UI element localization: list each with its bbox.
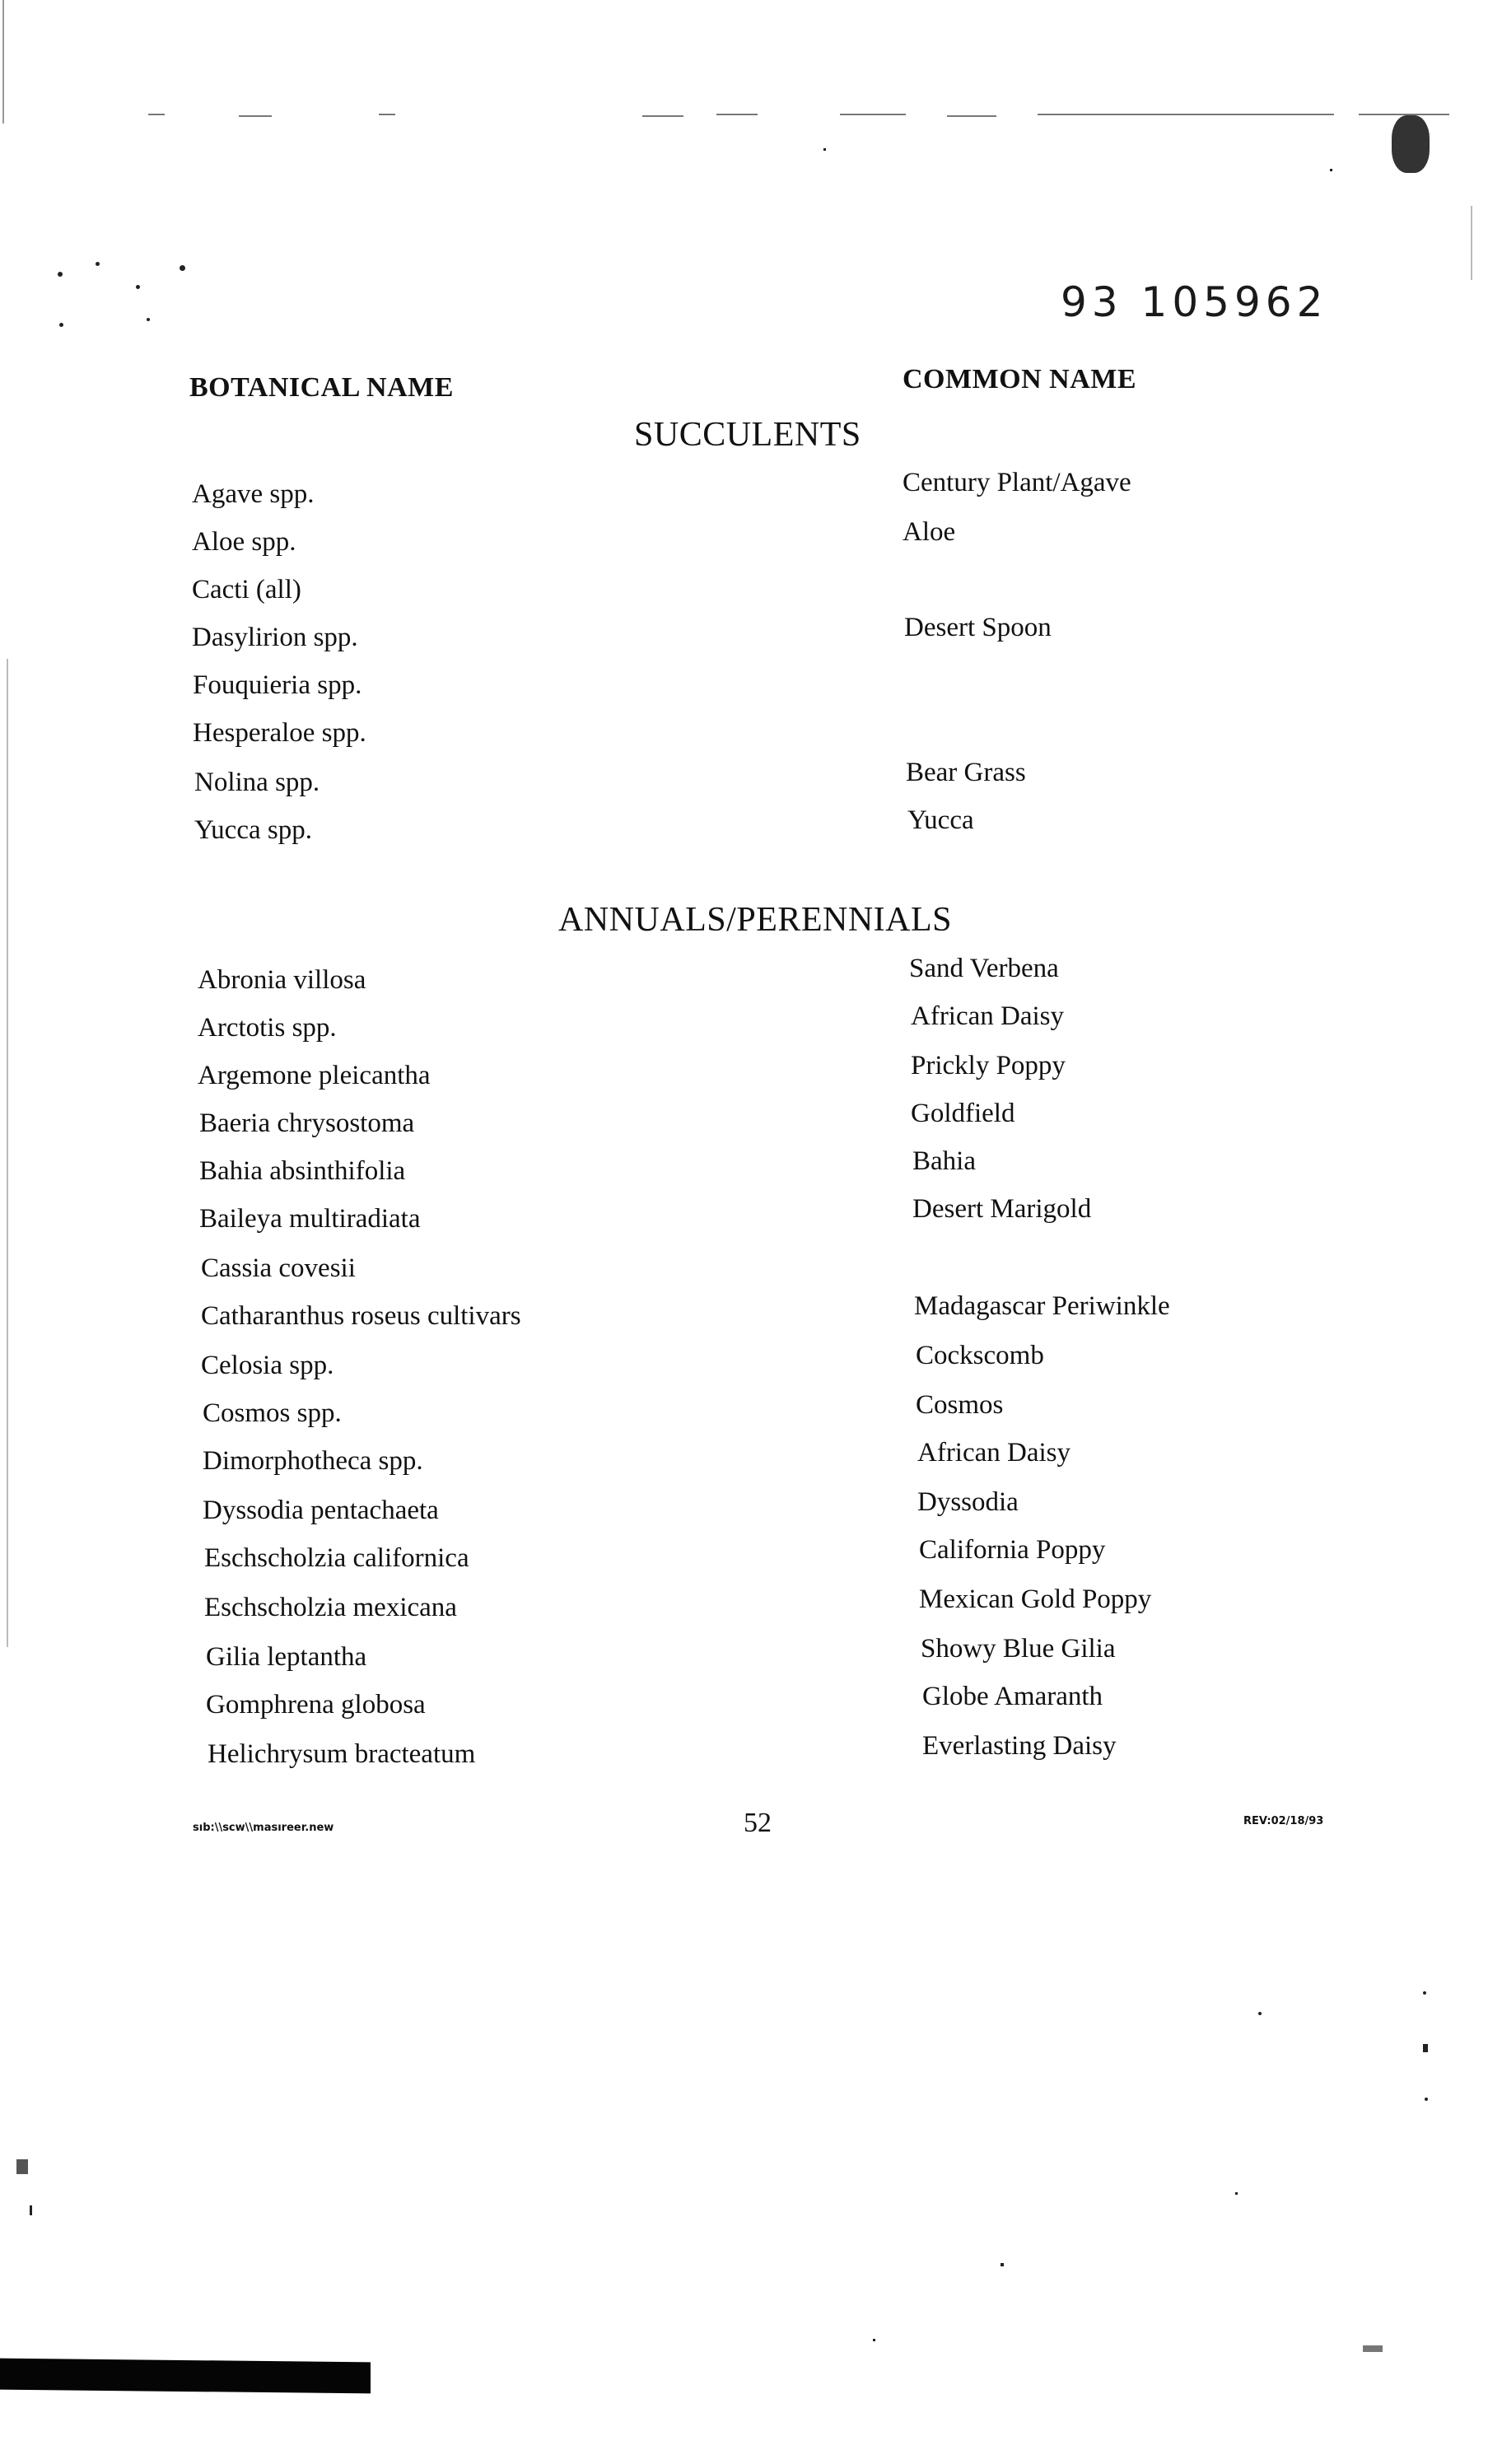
botanical-name: Celosia spp. xyxy=(201,1351,334,1380)
common-name: California Poppy xyxy=(919,1535,1106,1565)
common-name: Cosmos xyxy=(916,1390,1004,1420)
document-number: 93 105962 xyxy=(1061,278,1328,326)
botanical-name: Baileya multiradiata xyxy=(199,1204,421,1234)
common-name: Madagascar Periwinkle xyxy=(914,1291,1170,1321)
common-name: Desert Marigold xyxy=(912,1194,1092,1224)
botanical-name: Gomphrena globosa xyxy=(206,1690,426,1720)
botanical-name: Cacti (all) xyxy=(192,575,301,604)
botanical-name: Argemone pleicantha xyxy=(198,1061,431,1090)
common-name: Showy Blue Gilia xyxy=(921,1634,1116,1664)
common-name: Desert Spoon xyxy=(904,613,1052,642)
common-name: Mexican Gold Poppy xyxy=(919,1584,1152,1614)
botanical-name: Arctotis spp. xyxy=(198,1013,337,1043)
botanical-name: Aloe spp. xyxy=(192,527,296,557)
common-name: Yucca xyxy=(907,805,974,835)
botanical-name: Helichrysum bracteatum xyxy=(208,1739,476,1769)
common-name: African Daisy xyxy=(917,1438,1071,1468)
common-name: Prickly Poppy xyxy=(911,1051,1066,1080)
common-name: Sand Verbena xyxy=(909,954,1059,983)
botanical-name: Bahia absinthifolia xyxy=(199,1156,406,1186)
common-name: Aloe xyxy=(903,517,956,547)
botanical-name: Cassia covesii xyxy=(201,1253,356,1283)
botanical-name: Catharanthus roseus cultivars xyxy=(201,1301,521,1331)
scan-black-bar xyxy=(0,2359,371,2394)
botanical-name: Baeria chrysostoma xyxy=(199,1108,415,1138)
common-name: Dyssodia xyxy=(917,1487,1019,1517)
common-name: Bahia xyxy=(912,1146,976,1176)
botanical-name: Dasylirion spp. xyxy=(192,623,358,652)
common-name: Cockscomb xyxy=(916,1341,1044,1370)
botanical-name: Hesperaloe spp. xyxy=(193,718,366,748)
botanical-name: Fouquieria spp. xyxy=(193,670,362,700)
page-number: 52 xyxy=(744,1808,772,1838)
common-name: African Daisy xyxy=(911,1001,1065,1031)
botanical-name: Dyssodia pentachaeta xyxy=(203,1496,439,1525)
revision-date: REV:02/18/93 xyxy=(1243,1815,1324,1827)
common-name-header: COMMON NAME xyxy=(903,364,1137,394)
common-name: Globe Amaranth xyxy=(922,1682,1103,1711)
footer-file-path: sıb:\\scw\\masıreer.new xyxy=(193,1822,334,1834)
common-name: Century Plant/Agave xyxy=(903,468,1131,497)
botanical-name: Cosmos spp. xyxy=(203,1398,342,1428)
section-title-annuals-perennials: ANNUALS/PERENNIALS xyxy=(558,901,953,939)
botanical-name: Eschscholzia californica xyxy=(204,1543,469,1573)
botanical-name: Yucca spp. xyxy=(194,815,312,845)
botanical-name: Abronia villosa xyxy=(198,965,366,995)
botanical-name: Agave spp. xyxy=(192,479,315,509)
botanical-name-header: BOTANICAL NAME xyxy=(189,372,454,403)
botanical-name: Gilia leptantha xyxy=(206,1642,367,1672)
section-title-succulents: SUCCULENTS xyxy=(634,416,861,454)
common-name: Everlasting Daisy xyxy=(922,1731,1117,1761)
common-name: Goldfield xyxy=(911,1099,1015,1128)
common-name: Bear Grass xyxy=(906,758,1026,787)
botanical-name: Eschscholzia mexicana xyxy=(204,1593,457,1622)
botanical-name: Dimorphotheca spp. xyxy=(203,1446,423,1476)
botanical-name: Nolina spp. xyxy=(194,768,320,797)
